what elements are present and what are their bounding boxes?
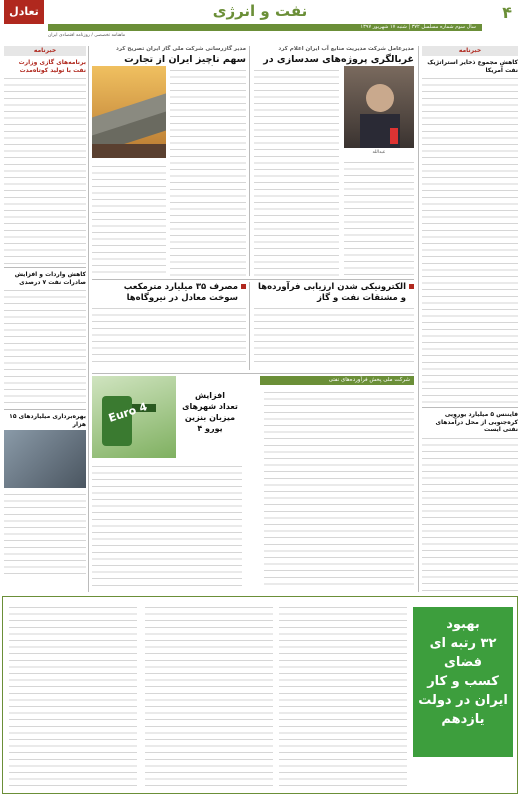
column-divider xyxy=(418,46,419,592)
article-headline-line: و مشتقات نفت و گاز xyxy=(317,293,406,303)
article-kicker: مدیر گازرسانی شرکت ملی گاز ایران تصریح کرد xyxy=(116,46,246,52)
sidebar-item-headline: کاهش مجموع ذخایر استراتژیک نفت آمریکا xyxy=(427,59,518,74)
logo: تعادل xyxy=(4,0,44,24)
article-photo xyxy=(344,66,414,148)
portrait-image xyxy=(344,66,414,148)
article-text xyxy=(170,66,246,276)
bottom-headline-line: کسب و کار xyxy=(427,674,499,689)
article-headline-line: میزبان بنزین یورو ۴ xyxy=(184,413,236,433)
page-number: ۴ xyxy=(502,3,512,22)
bottom-text xyxy=(9,603,137,789)
divider xyxy=(422,407,518,408)
column-divider xyxy=(249,46,250,276)
article-text xyxy=(254,304,414,366)
article-text xyxy=(264,388,414,588)
left-sidebar xyxy=(4,46,86,592)
bottom-text xyxy=(145,603,273,789)
masthead xyxy=(0,0,522,44)
article-headline: غربالگری پروژه‌های سدسازی در xyxy=(263,54,414,65)
sidebar-title: خبرنامه xyxy=(422,46,518,56)
article-headline-line: تعداد شهرهای xyxy=(182,402,238,411)
divider xyxy=(4,267,86,268)
bottom-headline-line: بهبود xyxy=(446,617,480,632)
euro-badge: Euro 4 xyxy=(106,400,149,425)
article-text xyxy=(344,158,414,276)
article-headline-line: مصرف ۳۵ میلیارد مترمکعب xyxy=(123,282,238,292)
column-divider xyxy=(249,282,250,370)
bottom-text xyxy=(279,603,407,789)
bottom-headline-box xyxy=(413,607,513,757)
sidebar-item-headline: بهره‌برداری میلیاردهای ۱۵ هزار xyxy=(9,413,86,428)
sidebar-title: خبرنامه xyxy=(4,46,86,56)
section-title: نفت و انرژی xyxy=(212,2,308,20)
bottom-headline-line: ایران در دولت xyxy=(418,693,508,708)
section-kicker: شرکت ملی پخش فرآورده‌های نفتی xyxy=(260,376,414,385)
section-divider xyxy=(92,279,414,280)
article-text xyxy=(92,162,166,276)
tagline: ماهنامه تخصصی / روزنامه اقتصادی ایران xyxy=(48,33,126,38)
headline-marker xyxy=(241,284,246,289)
pipeline-photo xyxy=(92,66,166,158)
sidebar-photo xyxy=(4,430,86,488)
sidebar-item-headline: کاهش واردات و افزایش صادرات نفت ۷ درصدی xyxy=(14,271,86,286)
bottom-headline-line: یازدهم xyxy=(441,712,485,727)
sidebar-item-headline: فایننس ۵ میلیارد یورویی کره‌جنوبی از محل درآمدهای نفتی ایست xyxy=(435,411,518,433)
pipeline-image xyxy=(92,66,166,158)
sidebar-item-text xyxy=(4,286,86,406)
sidebar-item-text xyxy=(4,74,86,264)
photo-caption: عبدالله xyxy=(372,150,386,155)
euro-headline xyxy=(180,390,240,434)
section-divider xyxy=(92,373,414,374)
article-text xyxy=(254,66,339,276)
dateline: سال سوم شماره مسلسل ۳۷۲ | شنبه ۱۷ شهریور ۱۳۹۷ xyxy=(360,24,476,30)
article-headline-line: افزایش xyxy=(194,391,225,400)
right-sidebar xyxy=(422,46,518,592)
fuel-article xyxy=(92,282,246,370)
sidebar-item-text xyxy=(4,490,86,580)
divider xyxy=(4,409,86,410)
gas-article xyxy=(92,46,246,276)
article-kicker: مدیرعامل شرکت مدیریت منابع آب ایران اعلام کرد xyxy=(278,46,414,52)
sidebar-item-text xyxy=(422,74,518,404)
article-text xyxy=(92,462,242,588)
bottom-headline-line: ۳۲ رتبه ای xyxy=(429,636,497,651)
bottom-box xyxy=(2,596,518,794)
headline-marker xyxy=(409,284,414,289)
article-text xyxy=(92,304,246,366)
column-divider xyxy=(88,46,89,592)
article-headline: سهم ناچیز ایران از تجارت xyxy=(124,54,246,65)
euro-article xyxy=(92,376,414,590)
article-headline-line: الکترونیکی شدن ارزیابی فرآورده‌ها xyxy=(258,282,406,292)
main-article xyxy=(254,46,414,276)
sidebar-item-text xyxy=(422,434,518,612)
bottom-headline-line: فضای xyxy=(443,655,483,670)
sidebar-item-headline: برنامه‌های گازی وزارت نفت با تولید کوتاه‌مدت xyxy=(18,59,86,74)
electronic-article xyxy=(254,282,414,370)
euro-photo xyxy=(92,376,176,458)
article-headline-line: سوخت معادل در نیروگاه‌ها xyxy=(126,293,238,303)
